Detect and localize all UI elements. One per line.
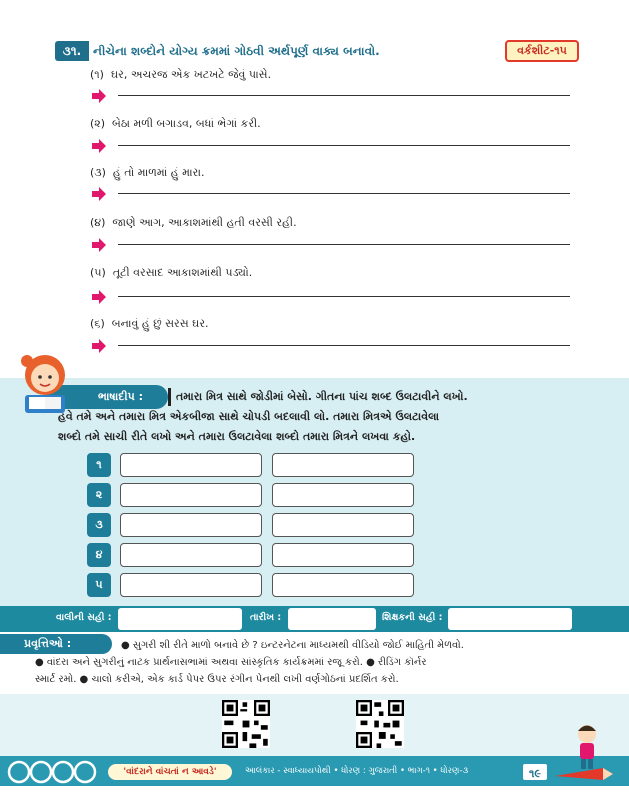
footer-tagline: 'વાંદરાને વાંચતાં ન આવડે' bbox=[108, 764, 232, 780]
answer-line[interactable] bbox=[118, 244, 570, 245]
answer-line[interactable] bbox=[118, 95, 570, 96]
row-number: ૪ bbox=[87, 543, 111, 567]
item-number: (૩) bbox=[90, 166, 106, 179]
item-4 bbox=[90, 216, 297, 230]
instruction-line: તમારા મિત્ર સાથે જોડીમાં બેસો. ગીતના પાંચ શબ્દ ઉલટાવીને લખો. bbox=[176, 390, 468, 403]
arrow-icon bbox=[92, 290, 106, 304]
word-input[interactable] bbox=[272, 543, 414, 567]
activities-text bbox=[35, 637, 595, 688]
qr-code-icon[interactable] bbox=[222, 700, 270, 748]
answer-line[interactable] bbox=[118, 345, 570, 346]
teacher-signature-label: શિક્ષકની સહી : bbox=[382, 612, 443, 623]
word-input[interactable] bbox=[120, 483, 262, 507]
date-label: તારીખ : bbox=[250, 612, 282, 623]
date-field[interactable] bbox=[288, 608, 376, 630]
word-input[interactable] bbox=[120, 453, 262, 477]
item-2 bbox=[90, 117, 261, 131]
arrow-icon bbox=[92, 89, 106, 103]
ring-decoration-icon bbox=[5, 758, 101, 784]
parent-signature-field[interactable] bbox=[118, 608, 242, 630]
word-input[interactable] bbox=[272, 513, 414, 537]
parent-signature-label: વાલીની સહી : bbox=[56, 612, 112, 623]
item-number: (૬) bbox=[90, 317, 105, 330]
teacher-signature-field[interactable] bbox=[448, 608, 572, 630]
worksheet-badge: વર્કશીટ-૧૫ bbox=[505, 40, 579, 62]
answer-line[interactable] bbox=[118, 193, 570, 194]
activity-instruction bbox=[58, 387, 578, 447]
instruction-line: શબ્દો તમે સાચી રીતે લખો અને તમારા ઉલટાવેલા શબ્દો તમારા મિત્રને લખવા કહો. bbox=[58, 430, 416, 443]
item-5 bbox=[90, 266, 252, 280]
item-number: (૫) bbox=[90, 266, 106, 279]
word-input[interactable] bbox=[120, 543, 262, 567]
boy-on-pencil-icon bbox=[555, 720, 617, 784]
qr-section bbox=[0, 694, 629, 756]
item-6 bbox=[90, 317, 209, 331]
word-input[interactable] bbox=[120, 513, 262, 537]
activities-tab: પ્રવૃત્તિઓ : bbox=[0, 634, 112, 654]
activity-line: ● વાંદરા અને સુગરીનું નાટક પ્રાર્થનાસભામાં અથવા સાંસ્કૃતિક કાર્યક્રમમાં રજૂ કરો. ● રીડિંગ કૉર્નર bbox=[35, 657, 427, 668]
item-number: (૪) bbox=[90, 216, 106, 229]
row-number: ૧ bbox=[87, 453, 111, 477]
footer-book-info: આલંકાર - સ્વાધ્યાયપોથી • ધોરણ : ગુજરાતી • ભાગ-૧ • ધોરણ-૩ bbox=[245, 766, 469, 776]
item-words: જાણે આગ, આકાશમાંથી હતી વરસી રહી. bbox=[112, 216, 297, 229]
answer-line[interactable] bbox=[118, 296, 570, 297]
arrow-icon bbox=[92, 187, 106, 201]
row-number: ૫ bbox=[87, 573, 111, 597]
answer-line[interactable] bbox=[118, 145, 570, 146]
word-input[interactable] bbox=[272, 453, 414, 477]
arrow-icon bbox=[92, 139, 106, 153]
item-words: બનાવું હું છું સરસ ઘર. bbox=[111, 317, 209, 330]
qr-code-icon[interactable] bbox=[356, 700, 404, 748]
item-words: ઘર, અચરજ એક ખટખટે જેવું પાસે. bbox=[110, 68, 272, 81]
item-number: (૧) bbox=[90, 68, 104, 81]
question-number: ૩૧. bbox=[55, 41, 89, 61]
page-number: ૧૯ bbox=[521, 762, 549, 782]
bhashadeep-tab: ભાષાદીપ : bbox=[46, 385, 168, 409]
arrow-icon bbox=[92, 339, 106, 353]
word-input[interactable] bbox=[120, 573, 262, 597]
activity-line: ● સુગરી શી રીતે માળો બનાવે છે ? ઇન્ટરનેટના માધ્યમથી વીડિયો જોઈ માહિતી મેળવો. bbox=[121, 640, 464, 651]
arrow-icon bbox=[92, 238, 106, 252]
instruction-line: હવે તમે અને તમારા મિત્ર એકબીજા સાથે ચોપડી બદલાવી લો. તમારા મિત્રએ ઉલટાવેલા bbox=[58, 410, 440, 423]
item-number: (૨) bbox=[90, 117, 106, 130]
item-words: તૂટી વરસાદ આકાશમાંથી પડ્યો. bbox=[112, 266, 253, 279]
activity-line: સ્માર્ટ રમો. ● ચાલો કરીએ, એક કાર્ડ પેપર ઉપર રંગીન પેનથી લખી વર્ણગોઠનાં પ્રદર્શિત કરો. bbox=[35, 674, 399, 685]
item-words: હું તો માળમાં હું મારા. bbox=[112, 166, 205, 179]
item-1 bbox=[90, 68, 271, 82]
item-3 bbox=[90, 166, 204, 180]
item-words: બેઠા મળી બગાડવ, બધાં ભેગાં કરી. bbox=[112, 117, 261, 130]
question-title: નીચેના શબ્દોને યોગ્ય ક્રમમાં ગોઠવી અર્થપૂર્ણ વાક્ય બનાવો. bbox=[93, 44, 380, 58]
bottom-strip bbox=[0, 786, 629, 809]
row-number: ૩ bbox=[87, 513, 111, 537]
row-number: ૨ bbox=[87, 483, 111, 507]
word-input[interactable] bbox=[272, 483, 414, 507]
word-input[interactable] bbox=[272, 573, 414, 597]
